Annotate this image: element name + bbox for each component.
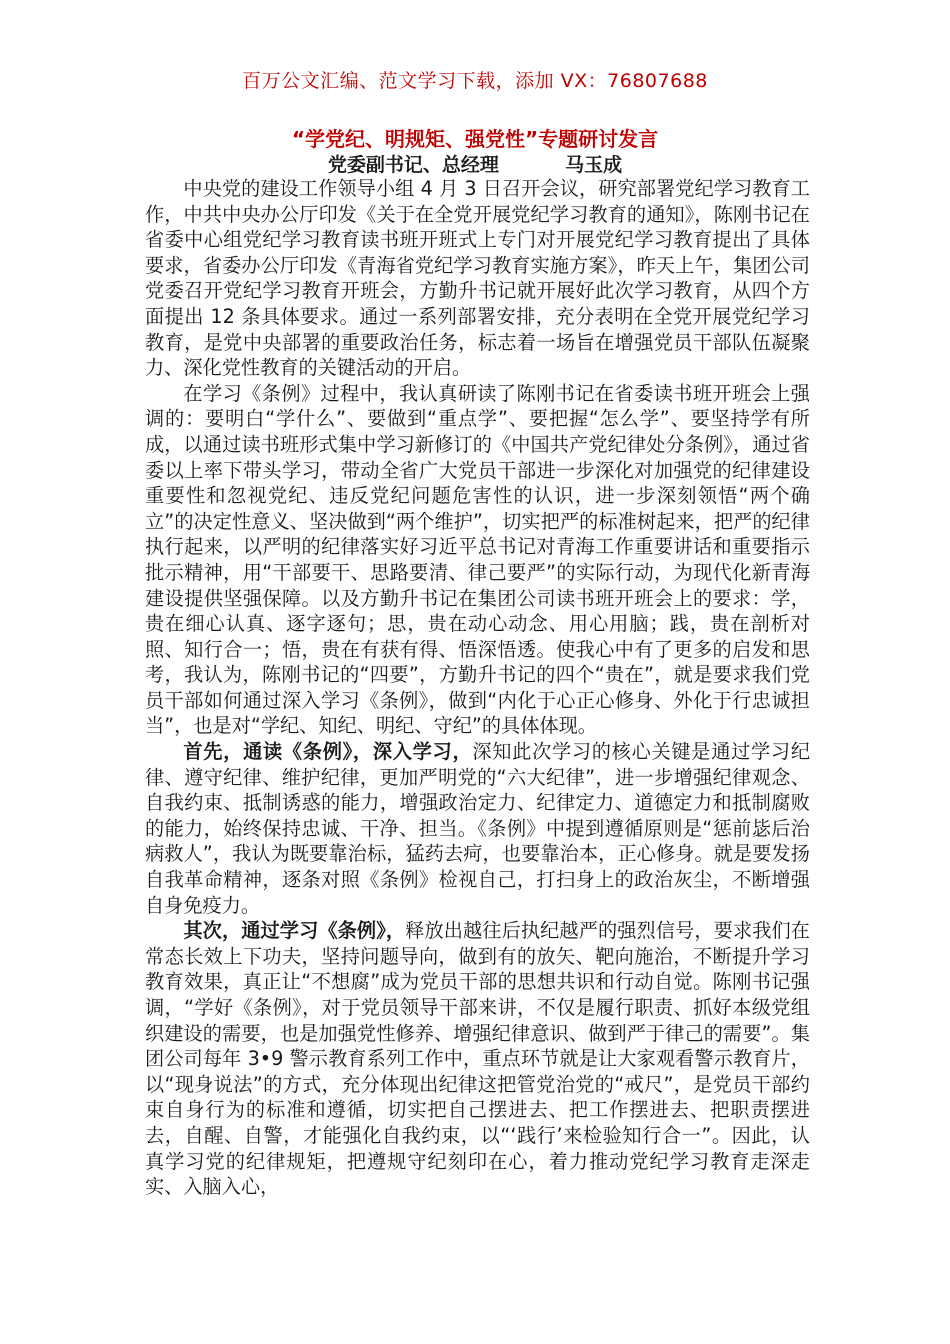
paragraph-1 [145, 176, 810, 381]
paragraph-2 [145, 381, 810, 739]
paragraph-4 [145, 918, 810, 1200]
document-body [145, 176, 810, 1200]
paragraph-3 [145, 739, 810, 918]
paragraph-lead: 其次，通过学习《条例》， [183, 919, 406, 943]
document-title: “学党纪、明规矩、强党性”专题研讨发言 [291, 127, 659, 151]
paragraph-text: 中央党的建设工作领导小组 4 月 3 日召开会议，研究部署党纪学习教育工作，中共中央办公厅印发《关于在全党开展党纪学习教育的通知》，陈刚书记在省委中心组党纪学习教育读书班开班式上专门对开展党纪学习教育提出了具体要求，省委办公厅印发《青海省党纪学习教育实施方案》，昨天上午，集团公司党委召开党纪学习教育开班会，方勤升书记就开展好此次学习教育，从四个方面提出 12 条具体要求。通过一系列部署安排，充分表明在全党开展党纪学习教育，是党中央部署的重要政治任务，标志着一场旨在增强党员干部队伍凝聚力、深化党性教育的关键活动的开启。 [145, 177, 810, 380]
author-byline: 党委副书记、总经理 马玉成 [327, 154, 623, 176]
paragraph-text: 释放出越往后执纪越严的强烈信号，要求我们在常态长效上下功夫，坚持问题导向，做到有的放矢、靶向施治，不断提升学习教育效果，真正让“不想腐”成为党员干部的思想共识和行动自觉。陈刚书记强调，“学好《条例》，对于党员领导干部来讲，不仅是履行职责、抓好本级党组织建设的需要，也是加强党性修养、增强纪律意识、做到严于律己的需要”。集团公司每年 3•9 警示教育系列工作中，重点环节就是让大家观看警示教育片，以“现身说法”的方式，充分体现出纪律这把管党治党的“戒尺”，是党员干部约束自身行为的标准和遵循，切实把自己摆进去、把工作摆进去、把职责摆进去，自醒、自警，才能强化自我约束，以“‘践行’来检验知行合一”。因此，认真学习党的纪律规矩，把遵规守纪刻印在心，着力推动党纪学习教育走深走实、入脑入心， [145, 919, 810, 1199]
paragraph-lead: 首先，通读《条例》，深入学习， [183, 740, 473, 764]
paragraph-text: 深知此次学习的核心关键是通过学习纪律、遵守纪律、维护纪律，更加严明党的“六大纪律”，进一步增强纪律观念、自我约束、抵制诱惑的能力，增强政治定力、纪律定力、道德定力和抵制腐败的能力，始终保持忠诚、干净、担当。《条例》中提到遵循原则是“惩前毖后治病救人”，我认为既要靠治标，猛药去疴，也要靠治本，正心修身。就是要发扬自我革命精神，逐条对照《条例》检视自己，打扫身上的政治灰尘，不断增强自身免疫力。 [145, 740, 811, 917]
header-banner: 百万公文汇编、范文学习下载，添加 VX：76807688 [242, 70, 708, 92]
paragraph-text: 在学习《条例》过程中，我认真研读了陈刚书记在省委读书班开班会上强调的：要明白“学什么”、要做到“重点学”、要把握“怎么学”、要坚持学有所成，以通过读书班形式集中学习新修订的《中国共产党纪律处分条例》，通过省委以上率下带头学习，带动全省广大党员干部进一步深化对加强党的纪律建设重要性和忽视党纪、违反党纪问题危害性的认识，进一步深刻领悟“两个确立”的决定性意义、坚决做到“两个维护”，切实把严的标准树起来，把严的纪律执行起来，以严明的纪律落实好习近平总书记对青海工作重要讲话和重要指示批示精神，用“干部要干、思路要清、律己要严”的实际行动，为现代化新青海建设提供坚强保障。以及方勤升书记在集团公司读书班开班会上的要求：学，贵在细心认真、逐字逐句；思，贵在动心动念、用心用脑；践，贵在剖析对照、知行合一；悟，贵在有获有得、悟深悟透。使我心中有了更多的启发和思考，我认为，陈刚书记的“四要”，方勤升书记的四个“贵在”，就是要求我们党员干部如何通过深入学习《条例》，做到“内化于心正心修身、外化于行忠诚担当”，也是对“学纪、知纪、明纪、守纪”的具体体现。 [145, 381, 810, 738]
